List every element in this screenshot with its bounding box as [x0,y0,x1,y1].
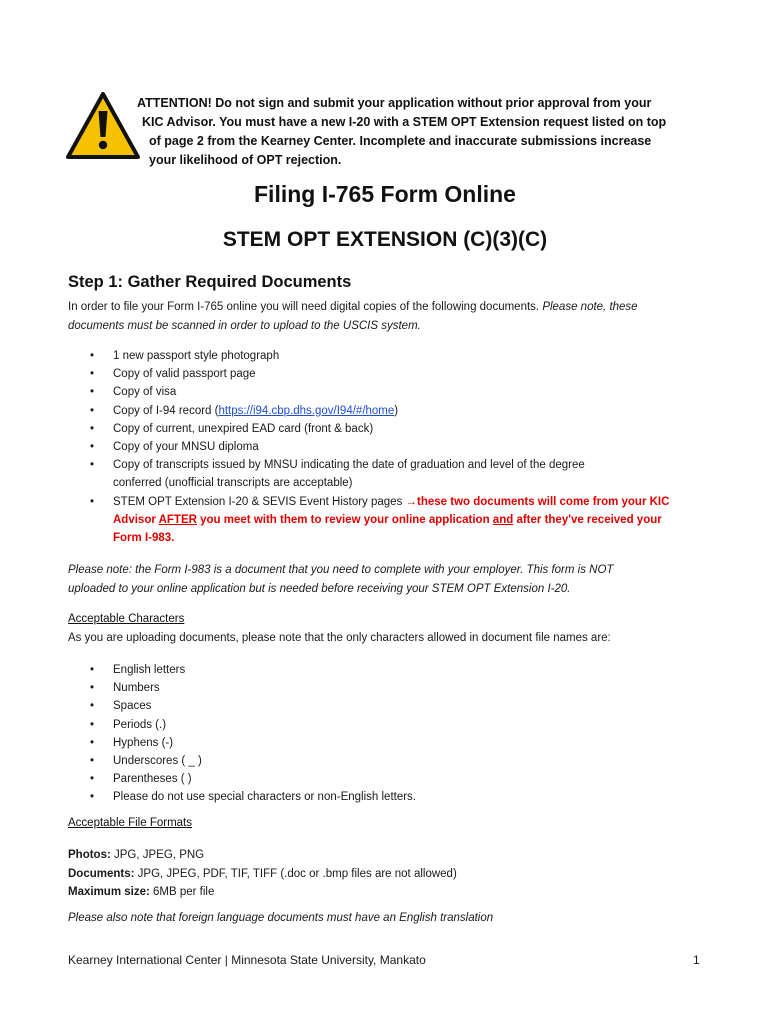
bullet: • [90,664,95,676]
list-item-text: 1 new passport style photograph [113,350,280,362]
list-item-text: Copy of I-94 record ( [113,404,219,417]
list-item [90,420,710,438]
page-number: 1 [693,953,700,967]
note-line: Please note: the Form I-983 is a document that you need to complete with your employer. This form is NOT [68,564,614,576]
bullet: • [90,755,95,768]
i983-note [68,561,708,599]
list-item [90,402,710,420]
documents-formats [68,865,457,884]
arrow-icon: → [405,495,418,508]
bullet: • [90,495,95,508]
warning-icon [65,91,141,161]
list-item-text: Parentheses ( ) [113,773,192,786]
list-item-text: English letters [113,664,186,676]
list-item-text: Copy of valid passport page [113,368,256,381]
list-item-text: Spaces [113,700,152,713]
note-line: uploaded to your online application but is needed before receiving your STEM OPT Extension I-20. [68,583,571,595]
acceptable-formats [68,846,457,902]
bullet: • [90,682,95,695]
list-item [90,752,710,770]
bullet: • [90,736,95,749]
kic-advisor-note: you meet with them to review your online application [196,513,493,526]
required-documents-list [90,347,710,547]
list-item [90,697,710,715]
footer-text: Kearney International Center | Minnesota State University, Mankato [68,953,426,967]
bullet: • [90,422,95,435]
list-item-text: Periods (.) [113,718,167,731]
list-item-text: Hyphens (-) [113,736,174,749]
i94-link[interactable]: https://i94.cbp.dhs.gov/I94/#/home [218,404,395,417]
bullet: • [90,441,95,454]
intro-note: Please note, these [542,301,638,313]
list-item-text: conferred (unofficial transcripts are acceptable) [113,477,353,490]
list-item-text: Copy of visa [113,386,177,399]
list-item-text: ) [394,404,399,417]
bullet: • [90,368,95,381]
list-item [90,770,710,788]
kic-advisor-note: Form I-983. [113,532,175,545]
acceptable-characters-list [90,661,710,807]
intro-text: In order to file your Form I-765 online you will need digital copies of the following documents. [68,301,543,313]
bullet: • [90,718,95,731]
kic-advisor-note: Advisor [113,513,159,526]
list-item [90,456,710,492]
bullet: • [90,386,95,399]
kic-advisor-note: these two documents will come from your KIC [417,495,670,508]
list-item-text: Numbers [113,682,160,695]
photos-label: Photos: [68,849,111,861]
bullet: • [90,773,95,786]
attention-line: your likelihood of OPT rejection. [149,153,342,167]
attention-line: KIC Advisor. You must have a new I-20 with a STEM OPT Extension request listed on top [142,115,667,129]
list-item [90,365,710,383]
bullet: • [90,700,95,713]
list-item [90,347,710,365]
page-title: Filing I-765 Form Online [254,181,516,207]
attention-line: of page 2 from the Kearney Center. Incomplete and inaccurate submissions increase [149,134,652,148]
bullet: • [90,791,95,804]
list-item-text: STEM OPT Extension I-20 & SEVIS Event History pages [113,495,406,508]
kic-advisor-note: AFTER [158,513,197,526]
list-item [90,716,710,734]
kic-advisor-note: after they've received your [513,513,662,526]
page-subtitle: STEM OPT EXTENSION (C)(3)(C) [222,228,548,251]
photos-formats [68,846,457,865]
documents-value: JPG, JPEG, PDF, TIF, TIFF (.doc or .bmp files are not allowed) [134,867,457,880]
acceptable-characters-heading: Acceptable Characters [68,613,185,625]
bullet: • [90,404,95,417]
max-size [68,883,457,902]
max-size-label: Maximum size: [68,886,150,898]
photos-value: JPG, JPEG, PNG [110,849,205,861]
kic-advisor-note: and [492,513,514,526]
list-item [90,734,710,752]
list-item-text: Copy of transcripts issued by MNSU indicating the date of graduation and level of the degree [113,459,585,472]
bullet: • [90,459,95,472]
max-size-value: 6MB per file [149,886,215,898]
documents-label: Documents: [68,867,135,880]
step1-heading: Step 1: Gather Required Documents [68,273,352,291]
list-item [90,438,710,456]
foreign-language-note: Please also note that foreign language documents must have an English translation [68,912,494,924]
list-item [90,788,710,806]
intro-line-2: documents must be scanned in order to upload to the USCIS system. [68,320,421,332]
step1-intro [68,298,708,336]
bullet: • [90,350,95,362]
attention-notice [137,94,697,170]
attention-line: ATTENTION! Do not sign and submit your application without prior approval from your [137,96,652,110]
list-item-text: Please do not use special characters or non-English letters. [113,791,416,804]
list-item [90,383,710,401]
intro-line-1 [68,298,708,317]
list-item-text: Copy of current, unexpired EAD card (front & back) [113,422,374,435]
list-item [90,679,710,697]
acceptable-formats-heading: Acceptable File Formats [68,817,192,829]
acceptable-characters-intro: As you are uploading documents, please note that the only characters allowed in document file names are: [68,632,611,644]
list-item-text: Copy of your MNSU diploma [113,441,259,454]
list-item [90,493,710,548]
list-item-text: Underscores ( _ ) [113,755,202,768]
list-item [90,661,710,679]
